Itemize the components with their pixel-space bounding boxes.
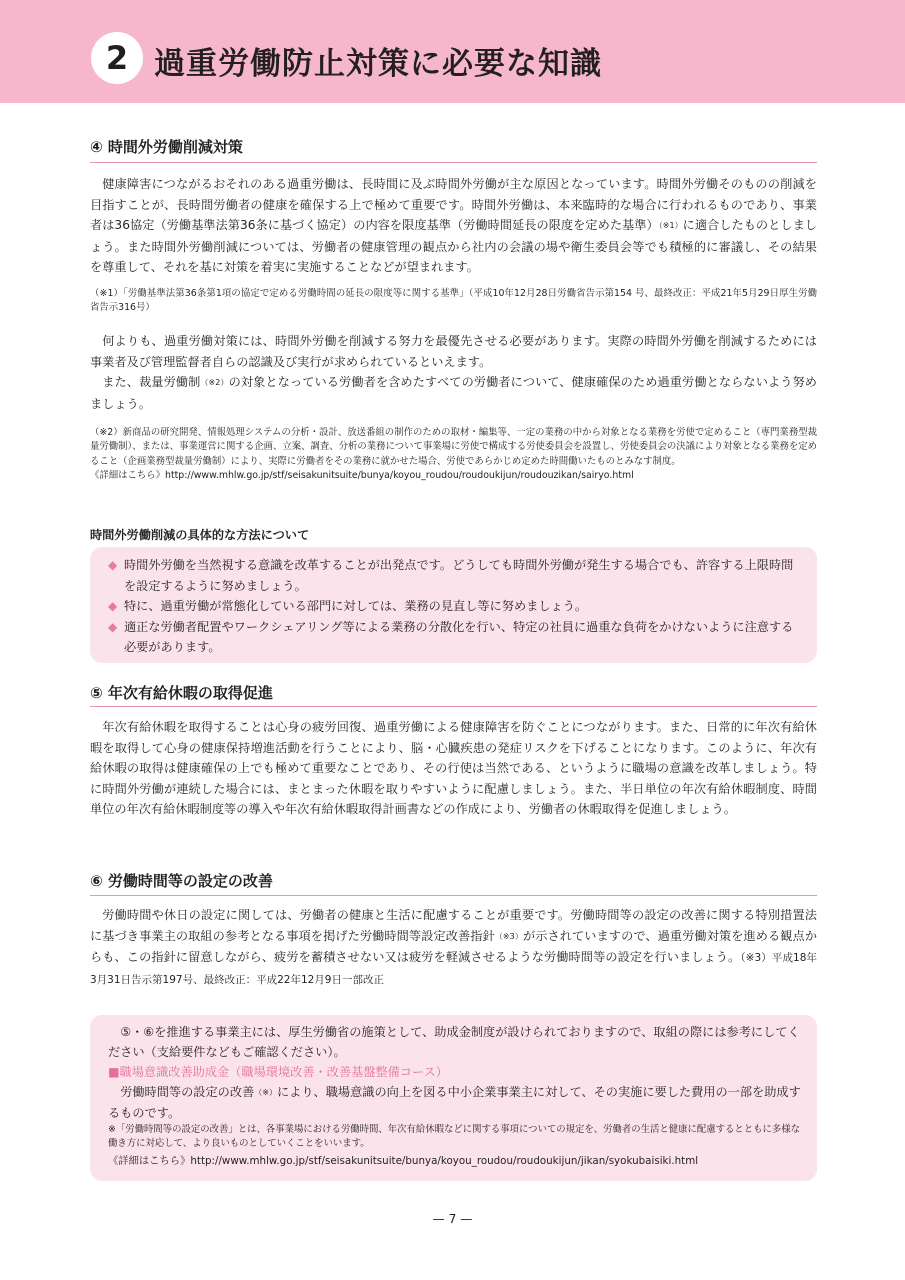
section-4-paragraph-2: 何よりも、過重労働対策には、時間外労働を削減する努力を最優先させる必要があります。実際の時間外労働を削減するためには事業者及び管理監督者自らの認識及び実行が求められているといえます。 また、裁量労働制（※2）の対象となっている労働者を含めたすべての労働者について、健康確保のため過重労働とならないよう努めましょう。 [90,334,817,411]
subsidy-link-line: 《詳細はこちら》http://www.mhlw.go.jp/stf/seisakunitsuite/bunya/koyou_roudou/roudoukijun/jikan/syokubaisiki.html [108,1155,699,1167]
subsidy-description: 労働時間等の設定の改善（※）により、職場意識の向上を図る中小企業事業主に対して、その実施に要した費用の一部を助成するものです。 [108,1085,801,1120]
list-item: ◆ 適正な労働者配置やワークシェアリング等による業務の分散化を行い、特定の社員に過重な負荷をかけないように注意する必要があります。 [108,617,801,658]
section-5-heading: ⑤ 年次有給休暇の取得促進 [90,684,273,702]
discretionary-work-link[interactable]: http://www.mhlw.go.jp/stf/seisakunitsuite/bunya/koyou_roudou/roudoukijun/roudouzikan/sairyo.html [165,470,634,482]
subsidy-box [90,1015,817,1181]
diamond-icon: ◆ [108,619,118,634]
methods-box [90,547,817,663]
methods-subheading: 時間外労働削減の具体的な方法について [90,528,310,542]
section-6-paragraph: 労働時間や休日の設定に関しては、労働者の健康と生活に配慮することが重要です。労働時間等の設定の改善に関する特別措置法に基づき事業主の取組の参考となる事項を掲げた労働時間等設定改善指針（※3）が示されていますので、過重労働対策を進める観点からも、この指針に留意しながら、疲労を蓄積させない又は疲労を軽減させるような労働時間等の設定を行いましょう。（※3）平成18年3月31日告示第197号、最終改正：平成22年12月9日一部改正 [90,908,818,986]
diamond-icon: ◆ [108,558,118,572]
section-5-rule [90,706,817,707]
diamond-icon: ◆ [108,599,118,613]
section-4-rule [90,162,817,163]
page-title: 過重労働防止対策に必要な知識 [154,46,602,82]
subsidy-link[interactable]: http://www.mhlw.go.jp/stf/seisakunitsuite/bunya/koyou_roudou/roudoukijun/jikan/syokubaisiki.html [190,1155,699,1167]
list-item: ◆ 特に、過重労働が常態化している部門に対しては、業務の見直し等に努めましょう。 [108,596,801,617]
section-number-badge: 2 [91,32,143,84]
section-5-paragraph: 年次有給休暇を取得することは心身の疲労回復、過重労働による健康障害を防ぐことにつながります。また、日常的に年次有給休暇を取得して心身の健康保持増進活動を行うことにより、脳・心臓疾患の発症リスクを下げることになります。このように、年次有給休暇の取得は健康確保の上でも極めて重要なことであり、その行使は当然である、というように職場の意識を改革しましょう。特に時間外労働が連続した場合には、まとまった休暇を取りやすいように配慮しましょう。また、半日単位の年次有給休暇制度、時間単位の年次有給休暇制度等の導入や年次有給休暇取得計画書などの作成により、労働者の休暇取得を促進しましょう。 [90,720,817,816]
section-6-heading: ⑥ 労働時間等の設定の改善 [90,872,273,890]
footnote-1: （※1）「労働基準法第36条第1項の協定で定める労働時間の延長の限度等に関する基準」（平成10年12月28日労働省告示第154 号、最終改正：平成21年5月29日厚生労働省告示316号） [90,288,817,314]
subsidy-note: ※「労働時間等の設定の改善」とは、各事業場における労働時間、年次有給休暇などに関する事項についての規定を、労働者の生活と健康に配慮するとともに多様な働き方に対応して、より良いものとしていくことをいいます。 [108,1124,801,1149]
page-header [0,0,905,103]
footnote-2: （※2）新商品の研究開発、情報処理システムの分析・設計、放送番組の制作のための取材・編集等、一定の業務の中から対象となる業務を労使で定めること（専門業務型裁量労働制）、または、事業運営に関する企画、立案、調査、分析の業務について事業場に労使で構成する労使委員会を設置し、労使委員会の決議により対象となる業務を定めること（企画業務型裁量労働制）により、実際に労働者をその業務に就かせた場合、労使であらかじめ定めた時間働いたものとみなす制度。 《詳細はこちら》http://www.mhlw.go.jp/stf/seisakunitsuite/bunya/koyou_roudou/roudoukijun/roudouzikan/sairyo.html [90,427,817,482]
list-item: ◆ 時間外労働を当然視する意識を改革することが出発点です。どうしても時間外労働が発生する場合でも、許容する上限時間を設定するように努めましょう。 [108,555,801,596]
subsidy-intro: ⑤・⑥を推進する事業主には、厚生労働省の施策として、助成金制度が設けられておりますので、取組の際には参考にしてください（支給要件などもご確認ください）。 [108,1025,800,1059]
subsidy-title: ■職場意識改善助成金（職場環境改善・改善基盤整備コース） [108,1065,448,1079]
page-number: — 7 — [432,1212,473,1226]
section-4-heading: ④ 時間外労働削減対策 [90,138,243,156]
section-6-rule [90,895,817,896]
section-4-paragraph-1: 健康障害につながるおそれのある過重労働は、長時間に及ぶ時間外労働が主な原因となっています。時間外労働そのものの削減を目指すことが、長時間労働者の健康を確保する上で極めて重要です。時間外労働は、本来臨時的な場合に行われるものであり、事業者は36協定（労働基準法第36条に基づく協定）の内容を限度基準（労働時間延長の限度を定めた基準）（※1）に適合したものとしましょう。また時間外労働削減については、労働者の健康管理の観点から社内の会議の場や衛生委員会等でも積極的に審議し、その結果を尊重して、それを基に対策を着実に実施することなどが望まれます。 [90,177,817,274]
